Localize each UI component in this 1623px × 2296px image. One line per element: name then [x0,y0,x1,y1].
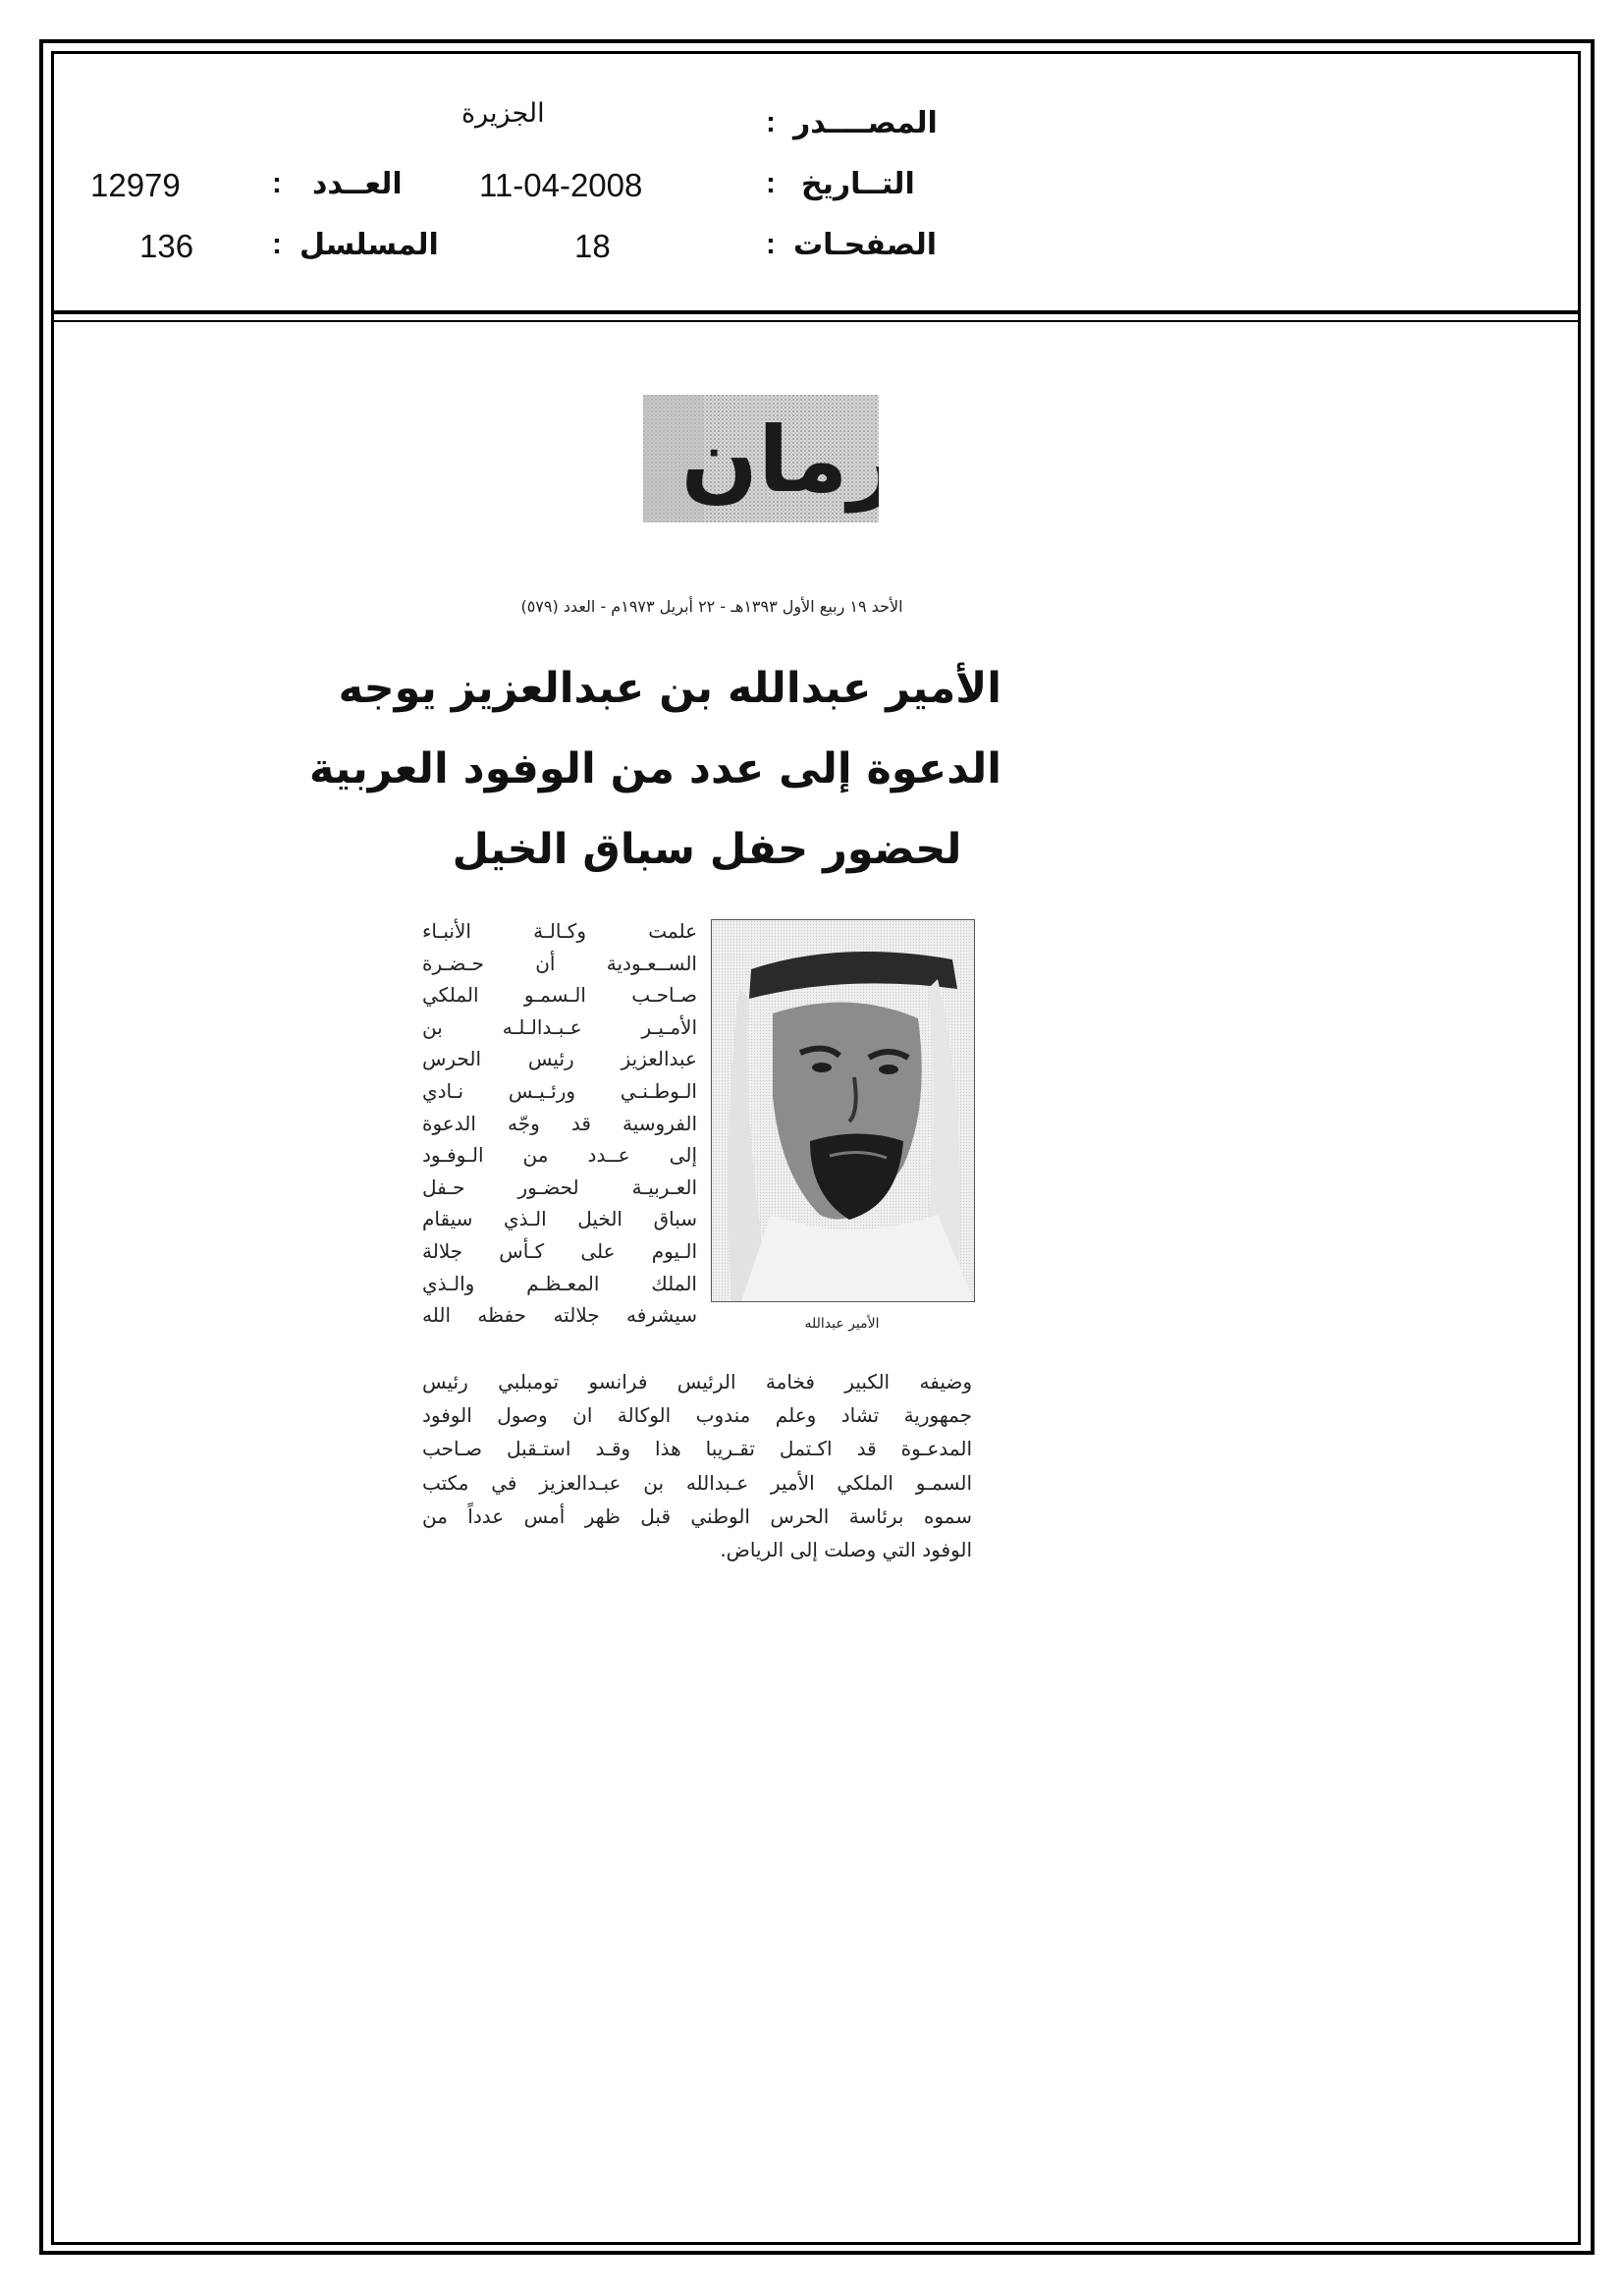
issue-colon: : [272,167,282,199]
article-line: الفروسية قد وجّه الدعوة [422,1111,697,1135]
headline-line: الدعوة إلى عدد من الوفود العربية [309,744,1001,793]
issue-value: 12979 [90,167,181,203]
article-line: الســعـودية أن حـضـرة [422,951,697,975]
source-label: المصــــدر [793,106,938,140]
clipping-dateline: الأحد ١٩ ربيع الأول ١٣٩٣هـ - ٢٢ أبريل ١٩٧٣م - العدد (٥٧٩) [520,597,903,616]
source-value: الجزيرة [461,98,545,129]
article-line: الملك المعـظـم والـذي [422,1271,697,1295]
article-line: الـيوم على كـأس جلالة [422,1238,697,1263]
article-line: سموه برئاسة الحرس الوطني قبل ظهر أمس عدداً من [422,1503,972,1528]
article-continuation [422,1365,972,1566]
pages-colon: : [766,228,776,260]
article-line: سباق الخيل الـذي سيقام [422,1207,697,1231]
issue-label: العــدد [312,167,403,201]
newspaper-logo [643,395,879,522]
serial-colon: : [272,228,282,260]
article-line: صـاحـب الـسمـو الملكي [422,983,697,1008]
date-colon: : [766,167,776,199]
headline [309,648,1001,890]
article-line: المدعـوة قد اكـتمل تقـريبا هذا وقـد استـقبل صـاحب [422,1437,972,1461]
source-colon: : [766,106,776,138]
article-line: عبدالعزيز رئيس الحرس [422,1047,697,1071]
article-line: الـوطـنـي ورئـيـس نـادي [422,1078,697,1103]
article-line: إلى عــدد من الـوفـود [422,1143,697,1168]
article-line: السمـو الملكي الأمير عـبدالله بن عبـدالعزيز في مكتب [422,1470,972,1495]
headline-line: لحضور حفل سباق الخيل [452,825,962,874]
headline-line: الأمير عبدالله بن عبدالعزيز يوجه [338,664,1001,713]
pages-value: 18 [574,228,611,264]
article-line: جمهورية تشاد وعلم مندوب الوكالة ان وصول الوفود [422,1403,972,1428]
header-divider-thin [51,320,1578,322]
article-line: العـربيـة لحضـور حـفل [422,1175,697,1199]
header-divider [51,310,1578,314]
article-line: سيشرفه جلالته حفظه الله [422,1303,697,1328]
article-column [422,915,697,1332]
article-line: الأمـيـر عـبـدالـلـه بن [422,1014,697,1039]
portrait-photo [711,919,975,1302]
photo-caption: الأمير عبدالله [804,1316,880,1332]
pages-label: الصفحـات [793,228,937,262]
serial-label: المسلسل [299,228,439,262]
svg-text:زمان: زمان [680,408,879,513]
date-value: 11-04-2008 [479,167,643,203]
article-line: وضيفه الكبير فخامة الرئيس فرانسو تومبلبي رئيس [422,1370,972,1394]
serial-value: 136 [139,228,194,264]
date-label: التــاريخ [801,167,915,201]
article-line: الوفود التي وصلت إلى الرياض. [720,1538,972,1562]
article-line: علمت وكـالـة الأنبـاء [422,919,697,943]
